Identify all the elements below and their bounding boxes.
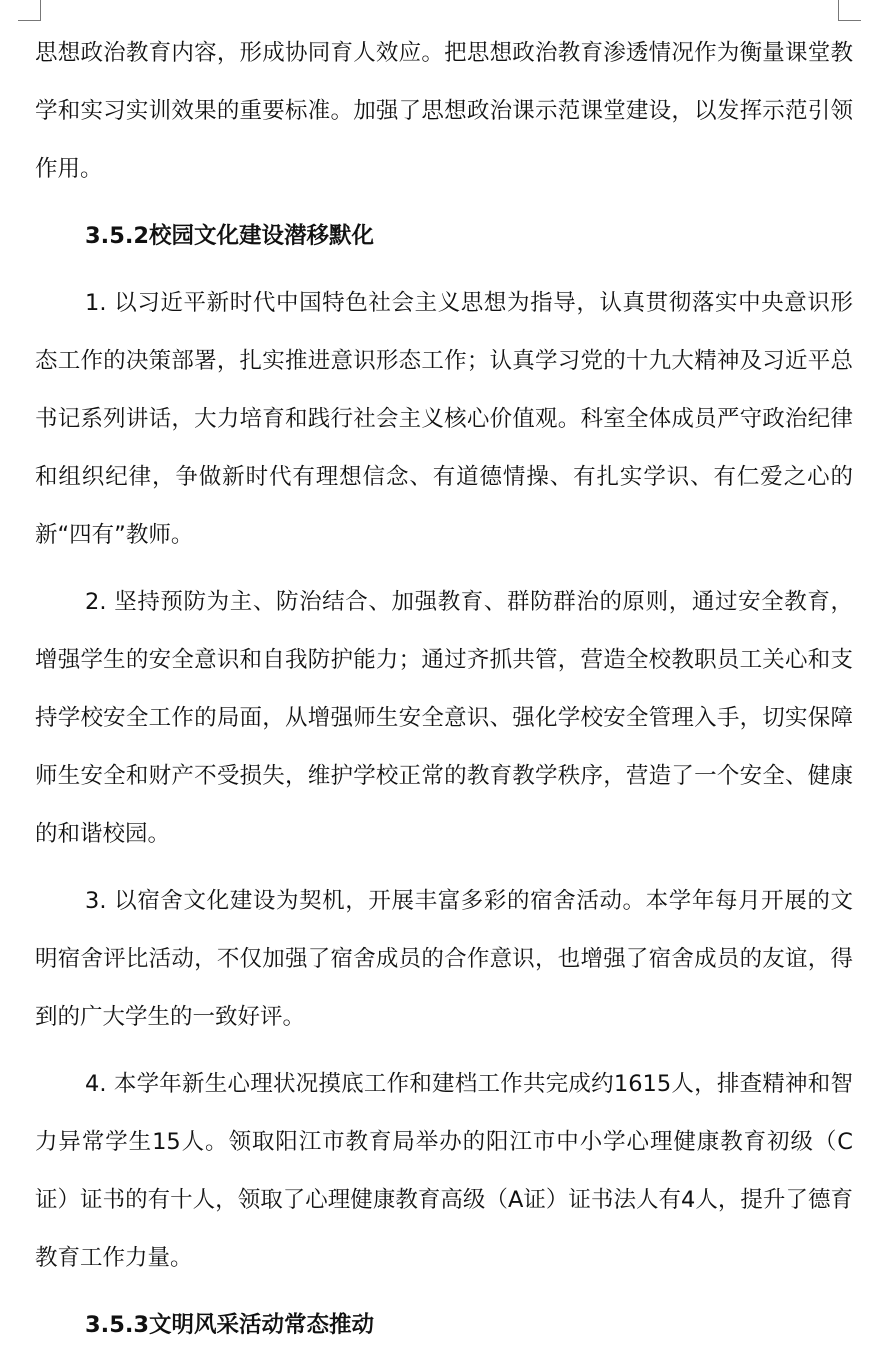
list-item-3: 3. 以宿舍文化建设为契机，开展丰富多彩的宿舍活动。本学年每月开展的文明宿舍评比活动，不仅加强了宿舍成员的合作意识，也增强了宿舍成员的友谊，得到的广大学生的一致好评。 [35, 888, 853, 1030]
section-heading-3-5-3: 3.5.3文明风采活动常态推动 [85, 1312, 375, 1338]
list-item-4: 4. 本学年新生心理状况摸底工作和建档工作共完成约1615人，排查精神和智力异常学生15人。领取阳江市教育局举办的阳江市中小学心理健康教育初级（C证）证书的有十人，领取了心理健康教育高级（A证）证书法人有4人，提升了德育教育工作力量。 [35, 1071, 853, 1271]
section-heading-3-5-2: 3.5.2校园文化建设潜移默化 [85, 223, 375, 249]
list-item-2: 2. 坚持预防为主、防治结合、加强教育、群防群治的原则，通过安全教育，增强学生的安全意识和自我防护能力；通过齐抓共管，营造全校教职员工关心和支持学校安全工作的局面，从增强师生安全意识、强化学校安全管理入手，切实保障师生安全和财产不受损失，维护学校正常的教育教学秩序，营造了一个安全、健康的和谐校园。 [35, 589, 853, 847]
crop-mark-left [18, 0, 41, 21]
intro-paragraph: 思想政治教育内容，形成协同育人效应。把思想政治教育渗透情况作为衡量课堂教学和实习实训效果的重要标准。加强了思想政治课示范课堂建设，以发挥示范引领作用。 [35, 40, 853, 182]
document-body [35, 24, 853, 1354]
list-item-1: 1. 以习近平新时代中国特色社会主义思想为指导，认真贯彻落实中央意识形态工作的决策部署，扎实推进意识形态工作；认真学习党的十九大精神及习近平总书记系列讲话，大力培育和践行社会主义核心价值观。科室全体成员严守政治纪律和组织纪律，争做新时代有理想信念、有道德情操、有扎实学识、有仁爱之心的新“四有”教师。 [35, 290, 853, 548]
crop-mark-right [838, 0, 861, 21]
